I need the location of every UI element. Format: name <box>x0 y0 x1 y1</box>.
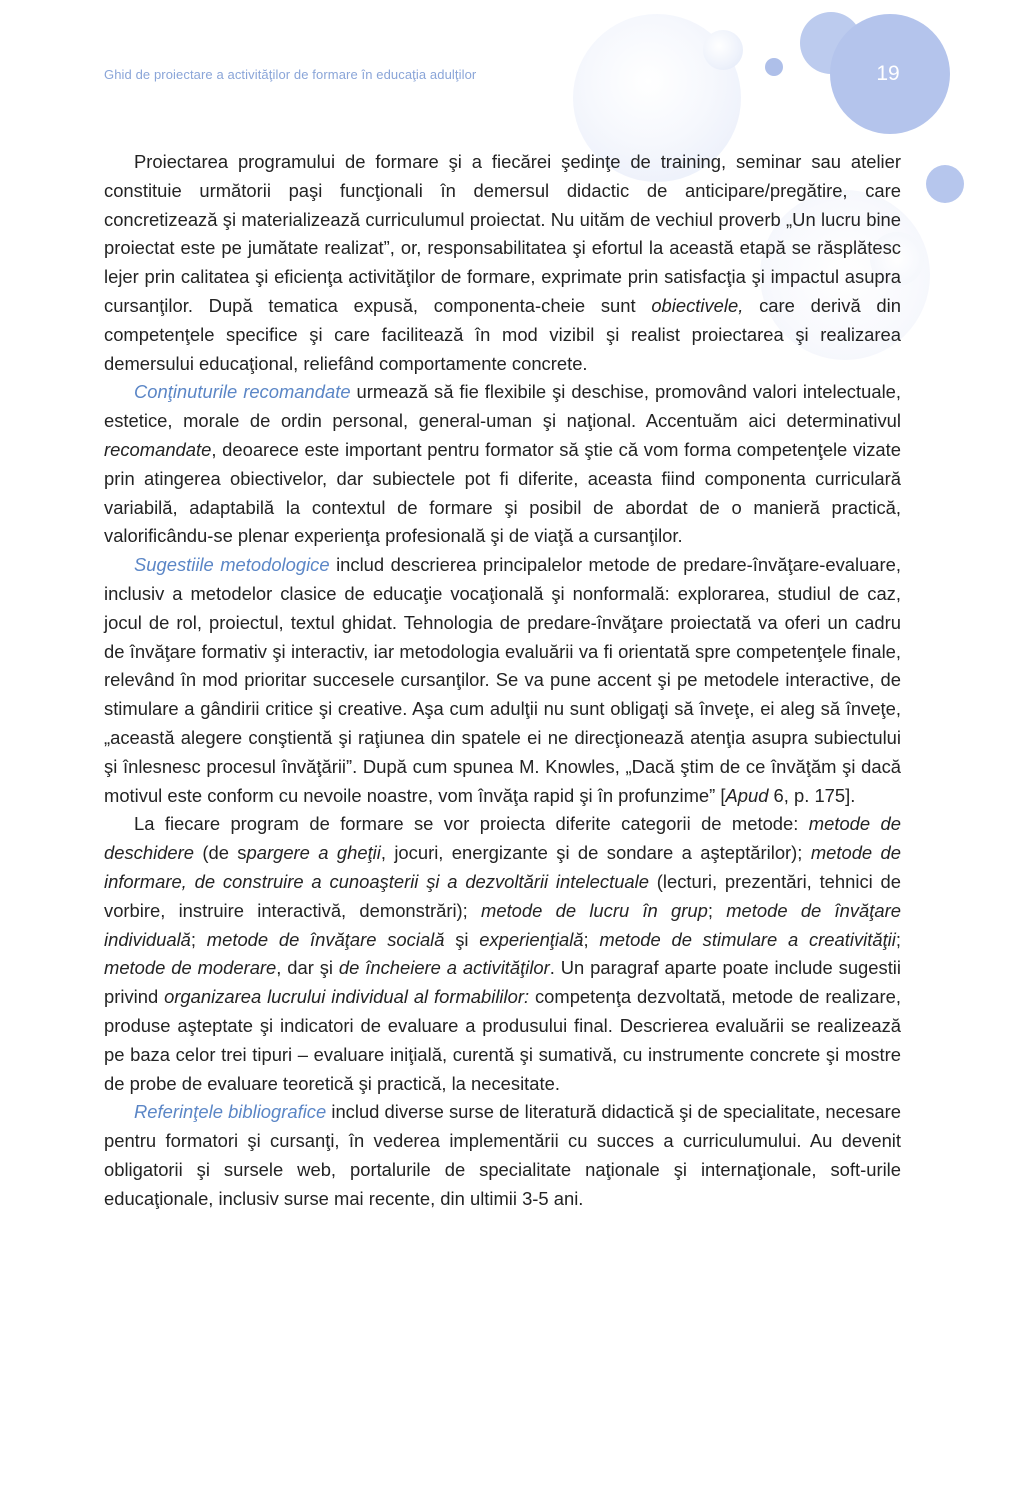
text-run: , jocuri, energizante şi de sondare a aşteptărilor); <box>380 842 811 864</box>
text-run: care derivă din competenţele specifice şi care facilitează în mod vizibil şi realist proiectarea şi realizarea demersului educaţional, reliefând comportamente concrete. <box>104 294 901 374</box>
emphasis: organizarea lucrului individual al formabililor: <box>164 986 530 1008</box>
decorative-circle <box>926 165 964 203</box>
emphasis: metode de lucru în grup <box>481 899 708 921</box>
emphasis: metode de informare, de construire a cunoaşterii şi a dezvoltării intelectuale <box>104 842 901 892</box>
emphasis: experienţială <box>479 928 584 950</box>
paragraph-referintele <box>104 1098 901 1213</box>
paragraph-metode <box>104 810 901 1098</box>
emphasis-apud: Apud <box>725 784 769 806</box>
text-run: La fiecare program de formare se vor proiecta diferite categorii de metode: <box>134 813 809 835</box>
decorative-circle <box>703 30 743 70</box>
page-number: 19 <box>876 62 900 85</box>
text-run: (lecturi, prezentări, tehnici de vorbire, instruire interactivă, demonstrări); <box>104 870 901 921</box>
emphasis: metode de învăţare individuală <box>104 899 901 950</box>
text-run: ; <box>895 928 901 950</box>
text-run: includ descrierea principalelor metode de predare-învăţare-evaluare, inclusiv a metodelor clasice de educaţie vocaţională şi nonformală: explorarea, studiul de caz, jocul de rol, proiectul, textul ghidat. Tehnologia de predare-învăţare proiectată va oferi un cadru de învăţare formativ şi interactiv, iar metodologia evaluării va fi orientată spre competenţele finale, relevând în mod prioritar succesele cursanţilor. Se va pune accent şi pe metodele interactive, de stimulare a gândirii critice şi creative. Aşa cum adulţii nu sunt obligaţi să înveţe, ei aleg să înveţe, „această alegere conştientă şi raţiunea din spatele ei ne direcţionează atenţia asupra subiectului şi înlesnesc procesul învăţării”. După cum spunea M. Knowles, „Dacă ştim de ce învăţăm şi dacă motivul este conform cu nevoile noastre, vom învăţa rapid şi în profunzime” [ <box>104 554 901 806</box>
emphasis: metode de învăţare socială <box>206 928 445 950</box>
text-run: competenţa dezvoltată, metode de realizare, produse aşteptate şi indicatori de evaluare a produsului final. Descrierea evaluării se realizează pe baza celor trei tipuri – evaluare iniţială, curentă şi sumativă, cu instrumente concrete şi mostre de probe de evaluare teoretică şi practică, la necesitate. <box>104 986 901 1094</box>
text-run: ; <box>583 928 600 950</box>
paragraph-sugestiile <box>104 551 901 810</box>
text-run: Proiectarea programului de formare şi a fiecărei şedinţe de training, seminar sau atelier constituie următorii paşi funcţionali în demersul didactic de anticipare/pregătire, care concretizează şi materializează curriculumul proiectat. Nu uităm de vechiul proverb „Un lucru bine proiectat este pe jumătate realizat”, or, responsabilitatea şi efortul la această etapă se răsplătesc lejer prin calitatea şi eficienţa activităţilor de formare, exprimate prin satisfacţia şi impactul asupra cursanţilor. După tematica expusă, componenta-cheie sunt <box>104 151 901 316</box>
emphasis: metode de stimulare a creativităţii <box>599 928 896 950</box>
text-run: . Un paragraf aparte poate include sugestii privind <box>104 957 901 1008</box>
term-referintele-bibliografice: Referinţele bibliografice <box>134 1101 327 1123</box>
running-header: Ghid de proiectare a activităţilor de formare în educaţia adulţilor <box>104 67 477 82</box>
text-run: , dar şi <box>276 957 339 979</box>
emphasis: pargere a gheţii <box>246 842 381 864</box>
text-run: includ diverse surse de literatură didactică şi de specialitate, necesare pentru formatori şi cursanţi, în vederea implementării cu succes a curriculumului. Au devenit obligatorii şi sursele web, portalurile de specialitate naţionale şi internaţionale, soft-urile educaţionale, inclusiv surse mai recente, din ultimii 3-5 ani. <box>104 1101 901 1209</box>
text-run: şi <box>444 928 480 950</box>
text-run: , deoarece este important pentru formator să ştie că vom forma competenţele vizate prin atingerea obiectivelor, dar subiectele pot fi diferite, aceasta fiind componenta curriculară variabilă, adaptabilă la contextul de formare şi posibil de abordat de o manieră practică, valorificându-se plenar experienţa profesională şi de viaţă a cursanţilor. <box>104 438 901 547</box>
emphasis: de încheiere a activităţilor <box>338 957 550 979</box>
term-sugestiile-metodologice: Sugestiile metodologice <box>134 554 330 576</box>
text-run: (de s <box>193 842 247 864</box>
emphasis-obiectivele: obiectivele, <box>651 294 744 316</box>
emphasis: metode de moderare <box>104 957 277 979</box>
text-run: 6, p. 175]. <box>768 784 856 806</box>
text-run: ; <box>707 899 727 921</box>
term-continuturile-recomandate: Conţinuturile recomandate <box>134 381 351 403</box>
emphasis-recomandate: recomandate <box>104 438 212 460</box>
text-run: urmează să fie flexibile şi deschise, promovând valori intelectuale, estetice, morale de ordin personal, general-uman şi naţional. Accentuăm aici determinativul <box>104 381 901 432</box>
paragraph-continuturile <box>104 378 901 551</box>
paragraph-proiectarea <box>104 148 901 378</box>
emphasis: metode de deschidere <box>104 813 901 864</box>
text-run: ; <box>190 928 207 950</box>
body-text <box>104 148 901 1213</box>
decorative-circle <box>765 58 783 76</box>
